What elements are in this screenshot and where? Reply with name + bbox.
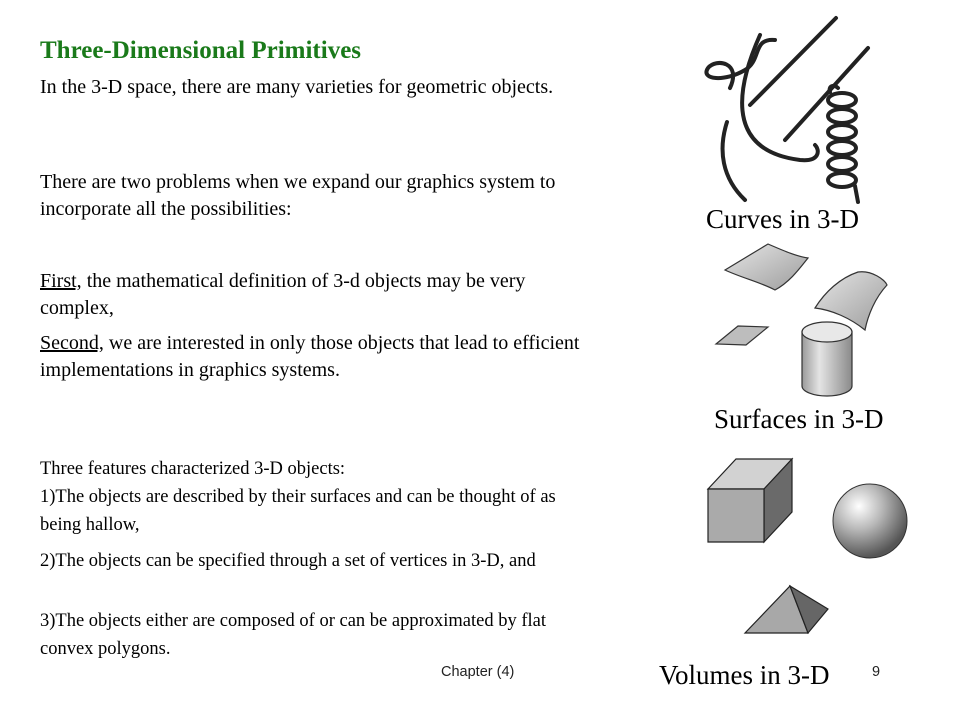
- feature-1: 1)The objects are described by their surfaces and can be thought of as being hallow,: [40, 487, 556, 535]
- curve-s: [706, 40, 775, 88]
- first-text: the mathematical definition of 3-d objects may be very complex,: [40, 270, 526, 319]
- sphere-icon: [833, 484, 907, 558]
- curved-patch: [815, 272, 887, 330]
- intro-paragraph: In the 3-D space, there are many varieties for geometric objects.: [40, 76, 554, 98]
- problems-intro: There are two problems when we expand our graphics system to incorporate all the possibilities:: [40, 171, 556, 220]
- caption-volumes: Volumes in 3-D: [659, 660, 830, 690]
- second-problem: [40, 330, 580, 384]
- cylinder: [802, 322, 852, 396]
- helix: [828, 86, 858, 202]
- cube-icon: [708, 459, 792, 542]
- line-1: [750, 18, 836, 105]
- features-intro: Three features characterized 3-D objects:: [40, 459, 346, 479]
- illustrations: [690, 20, 950, 720]
- slide-title: Three-Dimensional Primitives: [40, 37, 362, 64]
- second-text: we are interested in only those objects that lead to efficient implementations in graphics systems.: [40, 332, 580, 381]
- line-2: [785, 48, 868, 140]
- caption-curves: Curves in 3-D: [706, 204, 859, 234]
- flat-patch: [716, 326, 768, 345]
- feature-3: 3)The objects either are composed of or can be approximated by flat convex polygons.: [40, 611, 546, 659]
- surfaces-illustration: [716, 244, 887, 396]
- first-problem: [40, 268, 580, 322]
- wavy-surface: [725, 244, 808, 290]
- page-number: 9: [872, 664, 881, 680]
- curves-illustration: [706, 18, 868, 202]
- footer-chapter: Chapter (4): [441, 664, 515, 680]
- pyramid-icon: [745, 586, 828, 633]
- caption-surfaces: Surfaces in 3-D: [714, 404, 884, 434]
- second-label: Second,: [40, 332, 104, 354]
- feature-2: 2)The objects can be specified through a set of vertices in 3-D, and: [40, 551, 536, 571]
- first-label: First,: [40, 270, 82, 292]
